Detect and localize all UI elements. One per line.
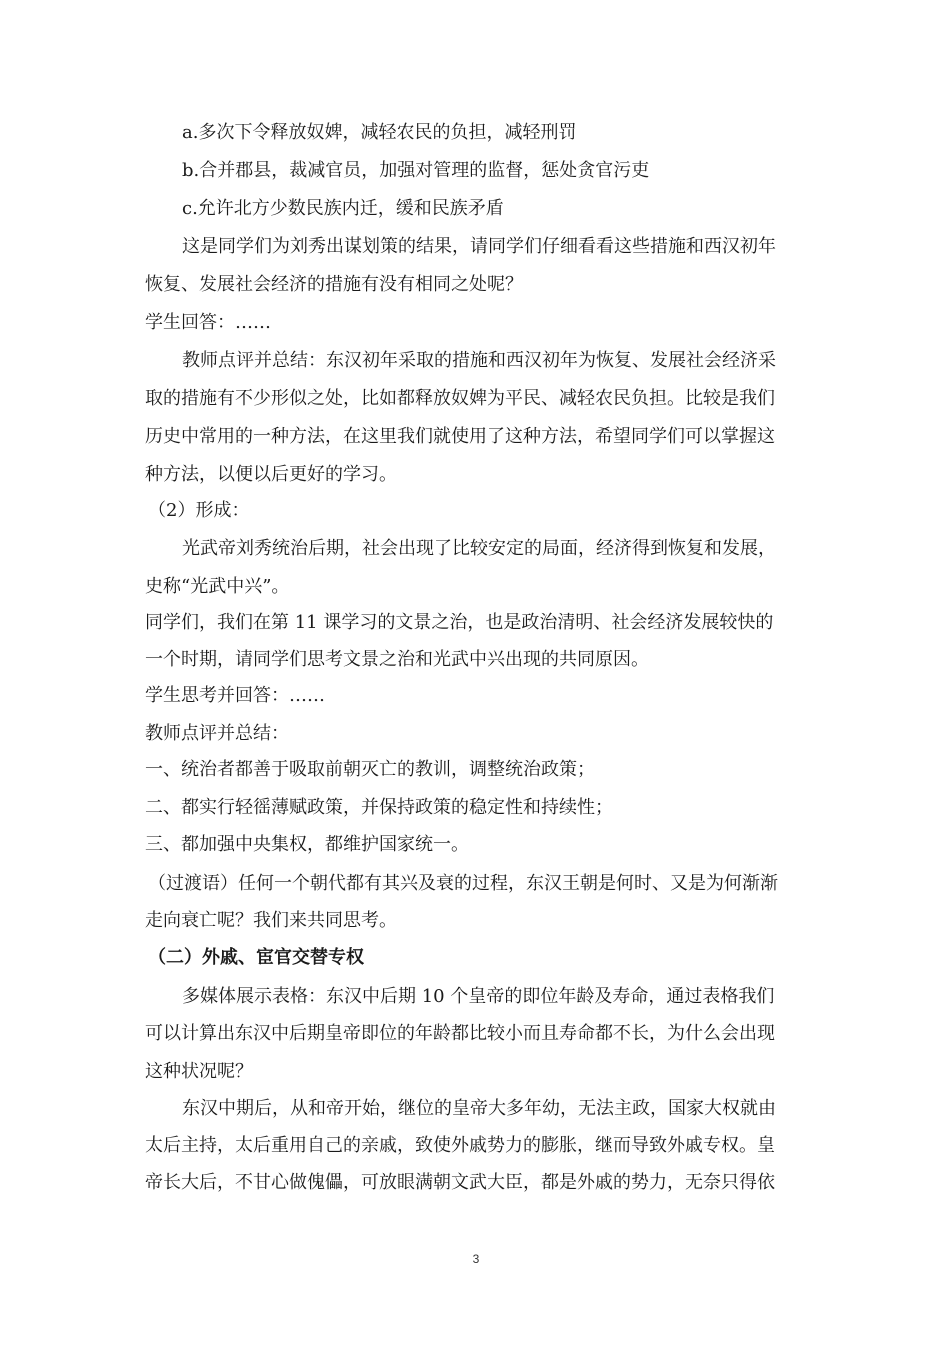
list-item-a: a.多次下令释放奴婢，减轻农民的负担，减轻刑罚 xyxy=(182,122,577,143)
section-subheading: （2）形成： xyxy=(148,500,250,521)
paragraph-line: 光武帝刘秀统治后期，社会出现了比较安定的局面，经济得到恢复和发展， xyxy=(182,538,776,559)
paragraph-line: 多媒体展示表格：东汉中后期 10 个皇帝的即位年龄及寿命，通过表格我们 xyxy=(182,986,775,1007)
paragraph-line: 同学们，我们在第 11 课学习的文景之治，也是政治清明、社会经济发展较快的 xyxy=(145,612,774,633)
paragraph-line: 太后主持，太后重用自己的亲戚，致使外戚势力的膨胀，继而导致外戚专权。皇 xyxy=(145,1135,775,1156)
list-item-c: c.允许北方少数民族内迁，缓和民族矛盾 xyxy=(182,198,504,219)
paragraph-line: 历史中常用的一种方法，在这里我们就使用了这种方法，希望同学们可以掌握这 xyxy=(145,426,775,447)
paragraph-line: 走向衰亡呢？我们来共同思考。 xyxy=(145,910,397,931)
paragraph-line: 东汉中期后，从和帝开始，继位的皇帝大多年幼，无法主政，国家大权就由 xyxy=(182,1098,776,1119)
list-item-b: b.合并郡县，裁减官员，加强对管理的监督，惩处贪官污吏 xyxy=(182,160,650,181)
list-item: 一、统治者都善于吸取前朝灭亡的教训，调整统治政策； xyxy=(145,759,595,780)
paragraph-line: 教师点评并总结：东汉初年采取的措施和西汉初年为恢复、发展社会经济采 xyxy=(182,350,776,371)
paragraph-line: 取的措施有不少形似之处，比如都释放奴婢为平民、减轻农民负担。比较是我们 xyxy=(145,388,775,409)
paragraph-line: 这是同学们为刘秀出谋划策的结果，请同学们仔细看看这些措施和西汉初年 xyxy=(182,236,776,257)
paragraph-line: （过渡语）任何一个朝代都有其兴及衰的过程，东汉王朝是何时、又是为何渐渐 xyxy=(148,873,778,894)
student-answer: 学生回答：…… xyxy=(145,312,271,333)
paragraph-line: 一个时期，请同学们思考文景之治和光武中兴出现的共同原因。 xyxy=(145,649,649,670)
student-answer: 学生思考并回答：…… xyxy=(145,685,325,706)
page-number: 3 xyxy=(472,1252,480,1266)
list-item: 二、都实行轻徭薄赋政策，并保持政策的稳定性和持续性； xyxy=(145,797,613,818)
section-heading: （二）外戚、宦官交替专权 xyxy=(148,947,364,968)
paragraph-line: 可以计算出东汉中后期皇帝即位的年龄都比较小而且寿命都不长，为什么会出现 xyxy=(145,1023,775,1044)
paragraph-line: 史称“光武中兴”。 xyxy=(145,576,290,597)
paragraph-line: 恢复、发展社会经济的措施有没有相同之处呢？ xyxy=(145,274,523,295)
paragraph-line: 教师点评并总结： xyxy=(145,723,289,744)
list-item: 三、都加强中央集权，都维护国家统一。 xyxy=(145,834,469,855)
paragraph-line: 这种状况呢？ xyxy=(145,1061,253,1082)
paragraph-line: 种方法，以便以后更好的学习。 xyxy=(145,464,397,485)
paragraph-line: 帝长大后，不甘心做傀儡，可放眼满朝文武大臣，都是外戚的势力，无奈只得依 xyxy=(145,1172,775,1193)
